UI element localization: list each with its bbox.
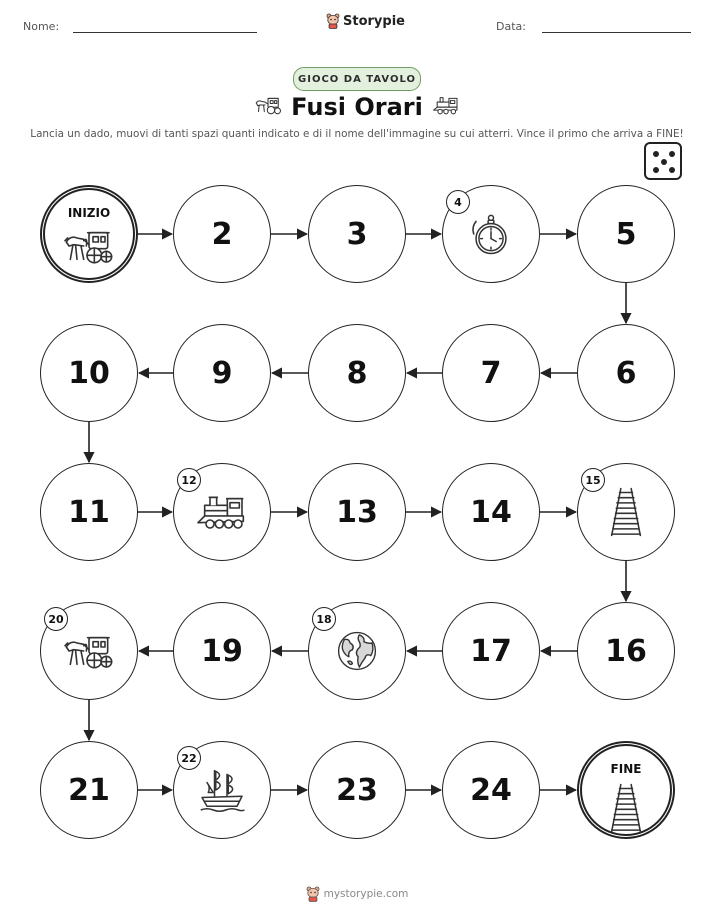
board-space-23[interactable] [308,741,406,839]
railway-track-icon [606,486,646,538]
pocket-watch-icon [468,211,514,257]
board-space-18[interactable] [308,602,406,700]
instructions-text: Lancia un dado, muovi di tanti spazi quanti indicato e di il nome dell'immagine su cui atterri. Vince il primo che arriva a FINE! [30,128,684,140]
name-label: Nome: [23,20,60,33]
board-space-14[interactable] [442,463,540,561]
space-number: 9 [211,355,233,391]
game-type-badge: GIOCO DA TAVOLO [293,67,421,91]
board-space-22[interactable] [173,741,271,839]
finish-label: FINE [610,762,642,776]
space-number-badge: 12 [177,468,201,492]
space-number: 2 [211,216,233,252]
board-space-24[interactable] [442,741,540,839]
board-space-21[interactable] [40,741,138,839]
footer [0,886,714,902]
space-number-badge: 15 [581,468,605,492]
space-number: 24 [470,772,512,808]
sailing-ship-icon [197,765,247,815]
steam-train-icon [194,492,250,532]
space-number: 13 [336,494,378,530]
board-space-19[interactable] [173,602,271,700]
board-space-8[interactable] [308,324,406,422]
board-space-9[interactable] [173,324,271,422]
board-space-11[interactable] [40,463,138,561]
space-number: 7 [480,355,502,391]
board-space-17[interactable] [442,602,540,700]
space-number: 6 [615,355,637,391]
space-number: 23 [336,772,378,808]
date-label: Data: [496,20,526,33]
board-space-20[interactable] [40,602,138,700]
board-space-10[interactable] [40,324,138,422]
footer-url[interactable]: mystorypie.com [323,888,409,900]
horse-carriage-icon [62,226,116,270]
board-space-5[interactable] [577,185,675,283]
space-number: 8 [346,355,368,391]
board-space-15[interactable] [577,463,675,561]
space-number: 3 [346,216,368,252]
railway-track-icon [606,782,646,838]
board-space-4[interactable] [442,185,540,283]
space-number: 21 [68,772,110,808]
start-label: INIZIO [67,206,111,220]
space-number: 5 [615,216,637,252]
board-space-2[interactable] [173,185,271,283]
finish-space[interactable] [577,741,675,839]
board-space-3[interactable] [308,185,406,283]
storypie-mascot-icon [306,886,320,902]
board-space-13[interactable] [308,463,406,561]
board-space-16[interactable] [577,602,675,700]
board-space-12[interactable] [173,463,271,561]
space-number: 19 [201,633,243,669]
space-number: 11 [68,494,110,530]
space-number-badge: 4 [446,190,470,214]
globe-icon [334,628,380,674]
board-space-7[interactable] [442,324,540,422]
page-title: Fusi Orari [291,93,423,121]
space-number: 10 [68,355,110,391]
space-number: 16 [605,633,647,669]
board-space-6[interactable] [577,324,675,422]
space-number-badge: 18 [312,607,336,631]
start-space[interactable] [40,185,138,283]
space-number-badge: 20 [44,607,68,631]
space-number: 14 [470,494,512,530]
space-number-badge: 22 [177,746,201,770]
space-number: 17 [470,633,512,669]
brand-name: Storypie [343,13,405,29]
horse-carriage-icon [62,631,116,671]
